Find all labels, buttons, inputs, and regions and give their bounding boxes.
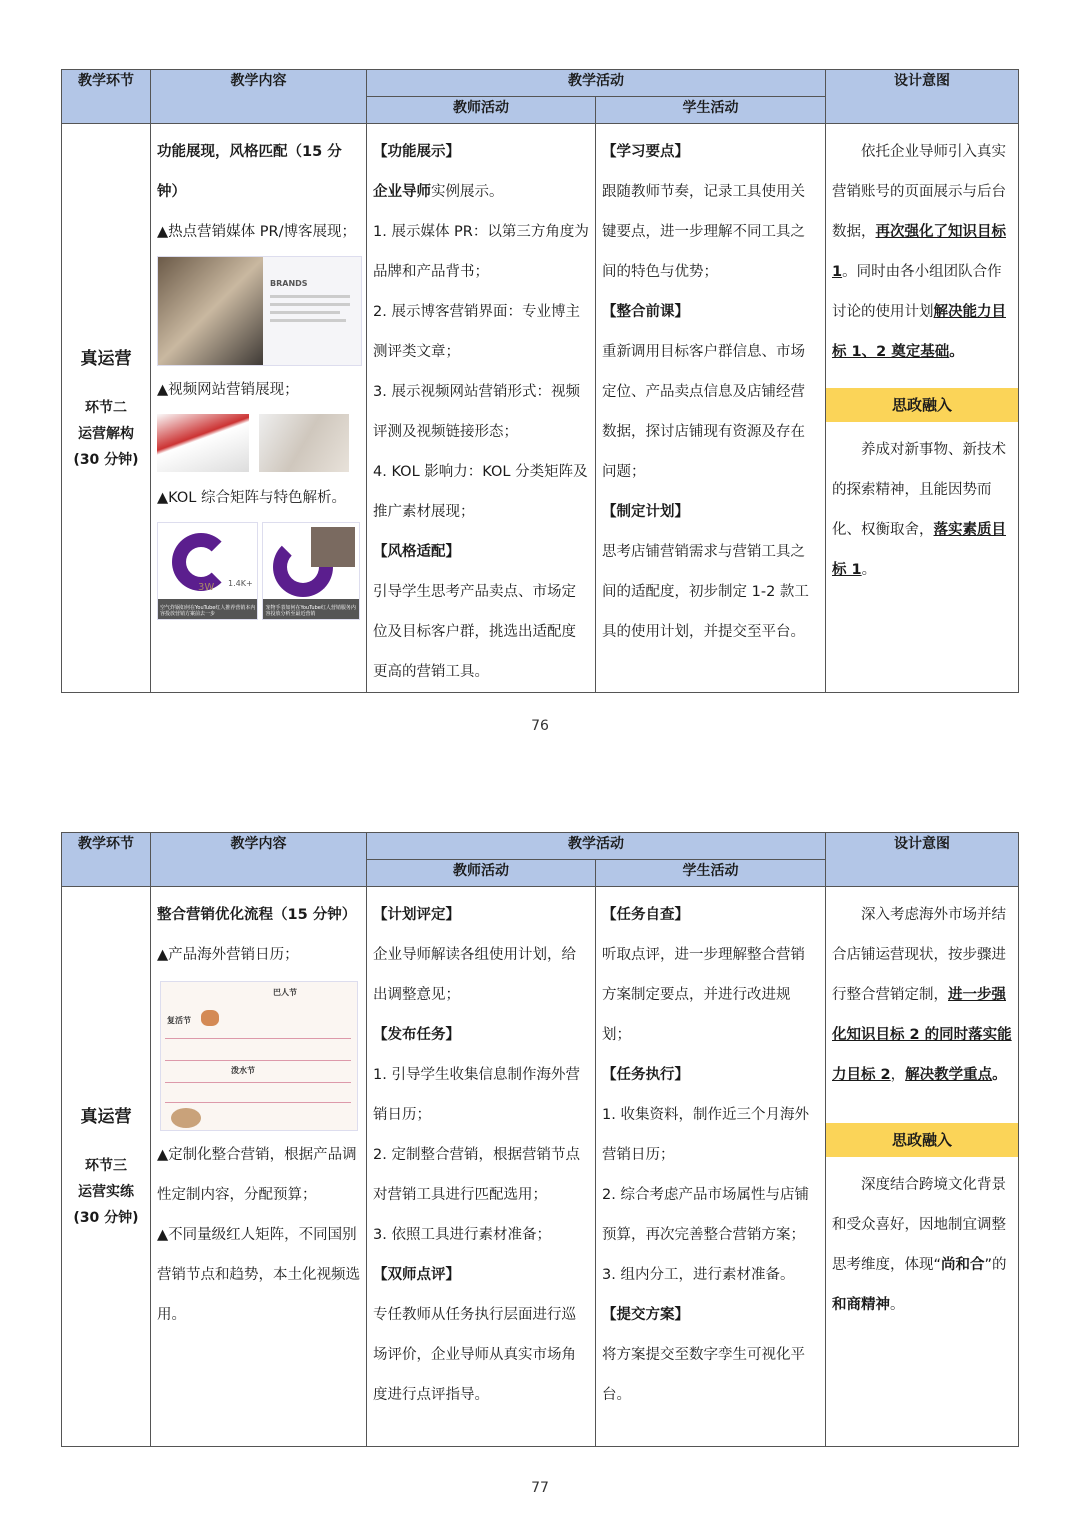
stage-sub1: 环节三 — [85, 1158, 127, 1174]
teacher-bold: 企业导师 — [373, 184, 431, 200]
stage-cell — [62, 887, 151, 1447]
kol1-num1: 3W — [198, 582, 215, 593]
header-activity: 教学活动 — [367, 833, 826, 860]
student-heading: 【学习要点】 — [602, 144, 689, 160]
header-content: 教学内容 — [151, 833, 367, 887]
teacher-heading: 【计划评定】 — [373, 907, 460, 923]
teacher-heading: 【双师点评】 — [373, 1267, 460, 1283]
student-text: 重新调用目标客户群信息、市场定位、产品卖点信息及店铺经营数据，探讨店铺现有资源及存在问题； — [602, 344, 805, 480]
intent-part: 。 — [992, 1067, 1007, 1083]
teacher-text: 1. 引导学生收集信息制作海外营销日历； — [373, 1067, 580, 1123]
ideology-banner: 思政融入 — [826, 1123, 1018, 1157]
teacher-text: 企业导师解读各组使用计划，给出调整意见； — [373, 947, 576, 1003]
intent-cell — [826, 887, 1019, 1447]
student-heading: 【任务执行】 — [602, 1067, 689, 1083]
header-intent: 设计意图 — [826, 833, 1019, 887]
calendar-label-3: 泼水节 — [231, 1066, 255, 1075]
intent-bold: 尚和合 — [941, 1257, 985, 1273]
stage-sub1: 环节二 — [85, 399, 127, 416]
header-activity: 教学活动 — [367, 70, 826, 97]
intent-bold: 和商精神 — [832, 1297, 890, 1313]
content-item: ▲定制化整合营销，根据产品调性定制内容，分配预算； — [157, 1147, 357, 1203]
video-image-1 — [157, 414, 249, 472]
intent-underline: 解决教学重点 — [905, 1067, 993, 1083]
intent-text — [832, 1165, 1012, 1325]
student-text: 1. 收集资料，制作近三个月海外营销日历； — [602, 1107, 809, 1163]
teacher-text: 专任教师从任务执行层面进行巡场评价，企业导师从真实市场角度进行点评指导。 — [373, 1307, 576, 1403]
ideology-banner: 思政融入 — [826, 388, 1018, 422]
content-item: ▲视频网站营销展现； — [157, 382, 299, 398]
calendar-label-1: 巴人节 — [273, 988, 297, 997]
student-text: 听取点评，进一步理解整合营销方案制定要点，并进行改进规划； — [602, 947, 805, 1043]
header-stage: 教学环节 — [62, 70, 151, 124]
student-text: 3. 组内分工，进行素材准备。 — [602, 1267, 795, 1283]
stage-sub2: 运营实练 — [78, 1184, 134, 1200]
kol-image-1 — [157, 522, 258, 620]
header-student: 学生活动 — [596, 860, 826, 887]
teacher-cell — [367, 124, 596, 693]
intent-underline: 再次强化了知识目标 1 — [832, 224, 1006, 280]
intent-part: 养成对新事物、新技术的探索精神，且能因势而化、权衡取舍， — [832, 442, 1006, 538]
stage-title: 真运营 — [80, 1107, 132, 1127]
student-text: 将方案提交至数字孪生可视化平台。 — [602, 1347, 805, 1403]
pr-blog-screenshot — [157, 256, 362, 366]
lesson-table-1 — [61, 69, 1019, 693]
stage-sub2: 运营解构 — [78, 425, 134, 442]
content-cell — [151, 124, 367, 693]
student-cell — [596, 887, 826, 1447]
intent-underline: 解决能力目标 1、2 奠定基础 — [832, 304, 1006, 360]
student-text: 2. 综合考虑产品市场属性与店铺预算，再次完善整合营销方案； — [602, 1187, 809, 1243]
student-heading: 【整合前课】 — [602, 304, 689, 320]
teacher-text: 2. 展示博客营销界面：专业博主测评类文章； — [373, 304, 580, 360]
intent-part: 依托企业导师引入真实营销账号的页面展示与后台数据， — [832, 144, 1006, 240]
intent-text — [832, 132, 1012, 372]
marketing-calendar-image — [160, 981, 358, 1131]
intent-underline: 进一步强化知识目标 2 的同时落实能力目标 2 — [832, 987, 1012, 1083]
teacher-cell — [367, 887, 596, 1447]
video-screenshots — [157, 414, 360, 472]
student-cell — [596, 124, 826, 693]
content-title: 功能展现，风格匹配（15 分钟） — [157, 144, 342, 200]
stage-title: 真运营 — [80, 348, 132, 369]
intent-part: 。 — [890, 1297, 905, 1313]
video-image-2 — [259, 414, 349, 472]
teacher-rest: 实例展示。 — [431, 184, 504, 200]
teacher-text: 引导学生思考产品卖点、市场定位及目标客户群，挑选出适配度更高的营销工具。 — [373, 584, 576, 680]
stage-cell — [62, 124, 151, 693]
page-number: 77 — [531, 1480, 549, 1496]
header-content: 教学内容 — [151, 70, 367, 124]
kol-screenshots — [157, 522, 360, 620]
intent-part: 深度结合跨境文化背景和受众喜好，因地制宜调整思考维度，体现“ — [832, 1177, 1006, 1273]
teacher-heading: 【功能展示】 — [373, 144, 460, 160]
intent-part: 。同时由各小组团队合作讨论的使用计划 — [832, 264, 1002, 320]
intent-part: 。 — [949, 344, 964, 360]
teacher-text: 2. 定制整合营销，根据营销节点对营销工具进行匹配选用； — [373, 1147, 580, 1203]
page-number: 76 — [531, 718, 549, 734]
intent-underline: 落实素质目标 1 — [832, 522, 1006, 578]
header-stage: 教学环节 — [62, 833, 151, 887]
content-title: 整合营销优化流程（15 分钟） — [157, 907, 357, 923]
teacher-text — [373, 172, 589, 212]
teacher-text: 4. KOL 影响力：KOL 分类矩阵及推广素材展现； — [373, 464, 588, 520]
student-heading: 【任务自查】 — [602, 907, 689, 923]
kol1-caption: 空气炸锅如何在YouTube红人推荐营销本内容投放营销方案前去一步 — [160, 605, 256, 617]
stage-duration: (30 分钟) — [73, 1210, 139, 1226]
intent-part: 。 — [861, 562, 877, 578]
teacher-heading: 【发布任务】 — [373, 1027, 460, 1043]
header-teacher: 教师活动 — [367, 860, 596, 887]
teacher-text: 3. 依照工具进行素材准备； — [373, 1227, 551, 1243]
content-item: ▲不同量级红人矩阵，不同国别营销节点和趋势，本土化视频选用。 — [157, 1227, 360, 1323]
content-cell — [151, 887, 367, 1447]
kol2-caption: 宠物手表如何在YouTube红人营销服务内容投放分析至最近营销 — [265, 605, 356, 617]
brands-label: BRANDS — [270, 279, 308, 288]
student-text: 跟随教师节奏，记录工具使用关键要点，进一步理解不同工具之间的特色与优势； — [602, 184, 805, 280]
intent-cell — [826, 124, 1019, 693]
intent-part: 深入考虑海外市场并结合店铺运营现状，按步骤进行整合营销定制， — [832, 907, 1006, 1003]
intent-text — [832, 895, 1012, 1095]
content-item: ▲KOL 综合矩阵与特色解析。 — [157, 490, 346, 506]
student-heading: 【制定计划】 — [602, 504, 689, 520]
content-item: ▲热点营销媒体 PR/博客展现； — [157, 224, 356, 240]
intent-text — [832, 430, 1012, 590]
kol-image-2 — [262, 522, 360, 620]
teacher-text: 3. 展示视频网站营销形式：视频评测及视频链接形态； — [373, 384, 580, 440]
calendar-label-2: 复活节 — [167, 1016, 191, 1025]
student-heading: 【提交方案】 — [602, 1307, 689, 1323]
kol1-num2: 1.4K+ — [228, 579, 253, 588]
stage-duration: (30 分钟) — [73, 451, 139, 468]
student-text: 思考店铺营销需求与营销工具之间的适配度，初步制定 1-2 款工具的使用计划，并提交至平台。 — [602, 544, 809, 640]
teacher-text: 1. 展示媒体 PR：以第三方角度为品牌和产品背书； — [373, 224, 589, 280]
header-teacher: 教师活动 — [367, 97, 596, 124]
content-item: ▲产品海外营销日历； — [157, 947, 299, 963]
header-student: 学生活动 — [596, 97, 826, 124]
teacher-heading: 【风格适配】 — [373, 544, 460, 560]
intent-part: ， — [890, 1067, 906, 1083]
lesson-table-2 — [61, 832, 1019, 1447]
intent-part: ”的 — [984, 1257, 1007, 1273]
header-intent: 设计意图 — [826, 70, 1019, 124]
